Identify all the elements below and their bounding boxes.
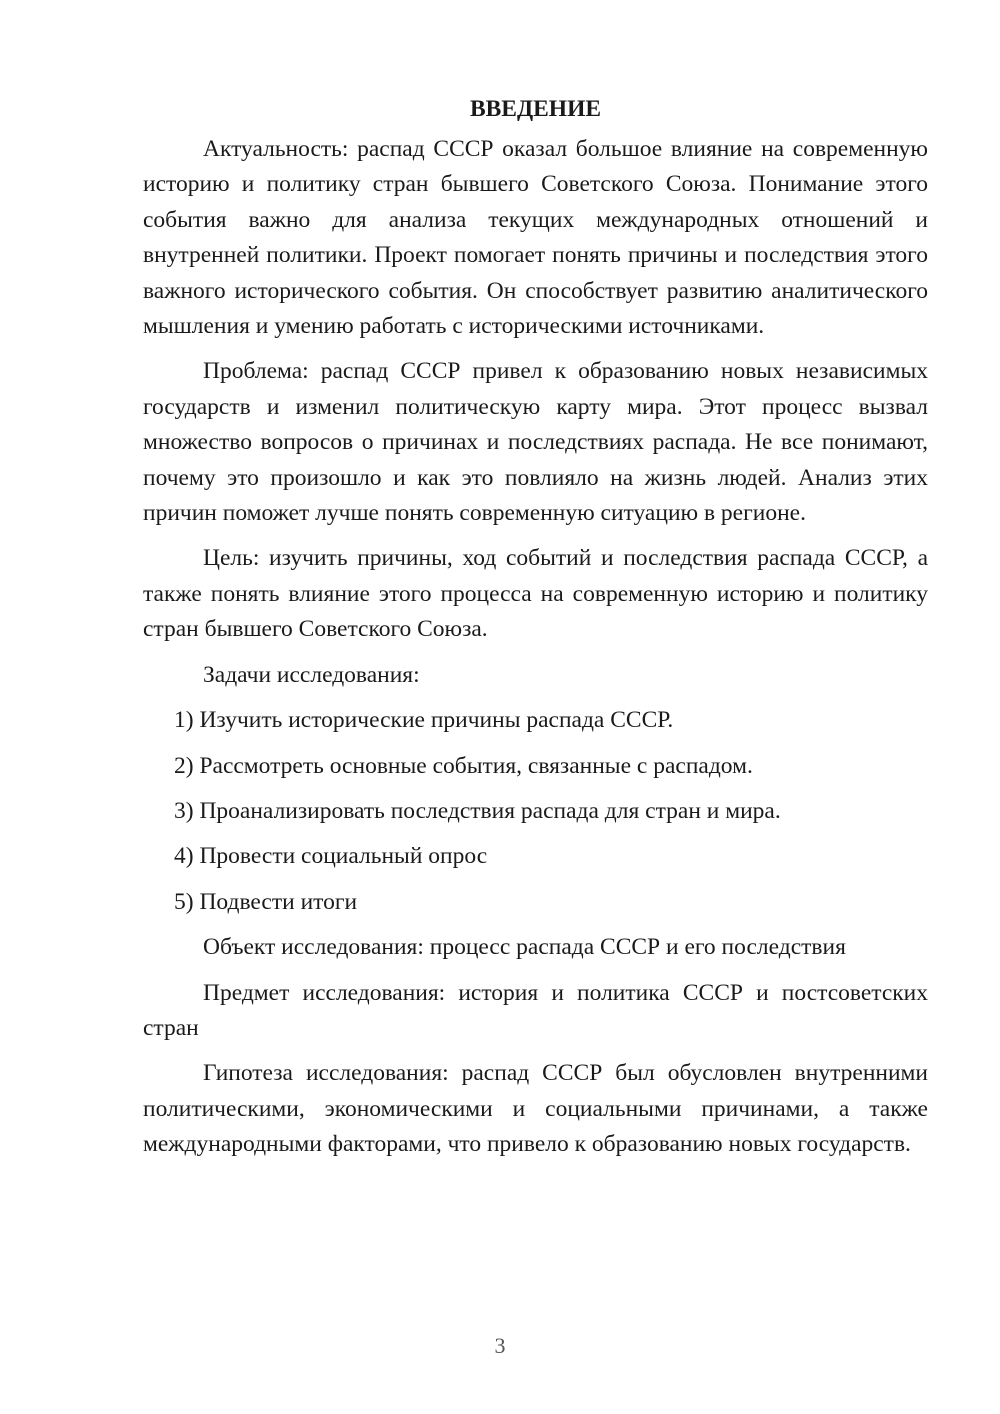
paragraph-hypothesis: Гипотеза исследования: распад СССР был обусловлен внутренними политическими, экономическими и социальными причинами, а также международными факторами, что привело к образованию новых государств. xyxy=(143,1060,928,1158)
page-number: 3 xyxy=(494,1333,506,1358)
list-item: 3) Проанализировать последствия распада для стран и мира. xyxy=(174,797,781,824)
list-item: 4) Провести социальный опрос xyxy=(174,843,488,870)
list-item: 2) Рассмотреть основные события, связанные с распадом. xyxy=(174,752,753,779)
paragraph-goal: Цель: изучить причины, ход событий и последствия распада СССР, а также понять влияние этого процесса на современную историю и политику стран бывшего Советского Союза. xyxy=(143,545,928,643)
paragraph-subject: Предмет исследования: история и политика СССР и постсоветских стран xyxy=(143,979,928,1041)
paragraph-problem: Проблема: распад СССР привел к образованию новых независимых государств и изменил политическую карту мира. Этот процесс вызвал множество вопросов о причинах и последствиях распада. Не все понимают, почему это произошло и как это повлияло на жизнь людей. Анализ этих причин поможет лучше понять современную ситуацию в регионе. xyxy=(143,358,928,527)
task-list xyxy=(143,703,928,920)
document-page xyxy=(143,92,928,1173)
list-item: 1) Изучить исторические причины распада СССР. xyxy=(174,707,674,734)
list-item: 5) Подвести итоги xyxy=(174,888,358,915)
tasks-heading: Задачи исследования: xyxy=(203,661,420,688)
paragraph-object: Объект исследования: процесс распада СССР и его последствия xyxy=(203,934,846,961)
section-title: ВВЕДЕНИЕ xyxy=(469,96,602,122)
paragraph-relevance: Актуальность: распад СССР оказал большое влияние на современную историю и политику стран бывшего Советского Союза. Понимание этого события важно для анализа текущих международных отношений и внутренней политики. Проект помогает понять причины и последствия этого важного исторического события. Он способствует развитию аналитического мышления и умению работать с историческими источниками. xyxy=(143,136,928,340)
